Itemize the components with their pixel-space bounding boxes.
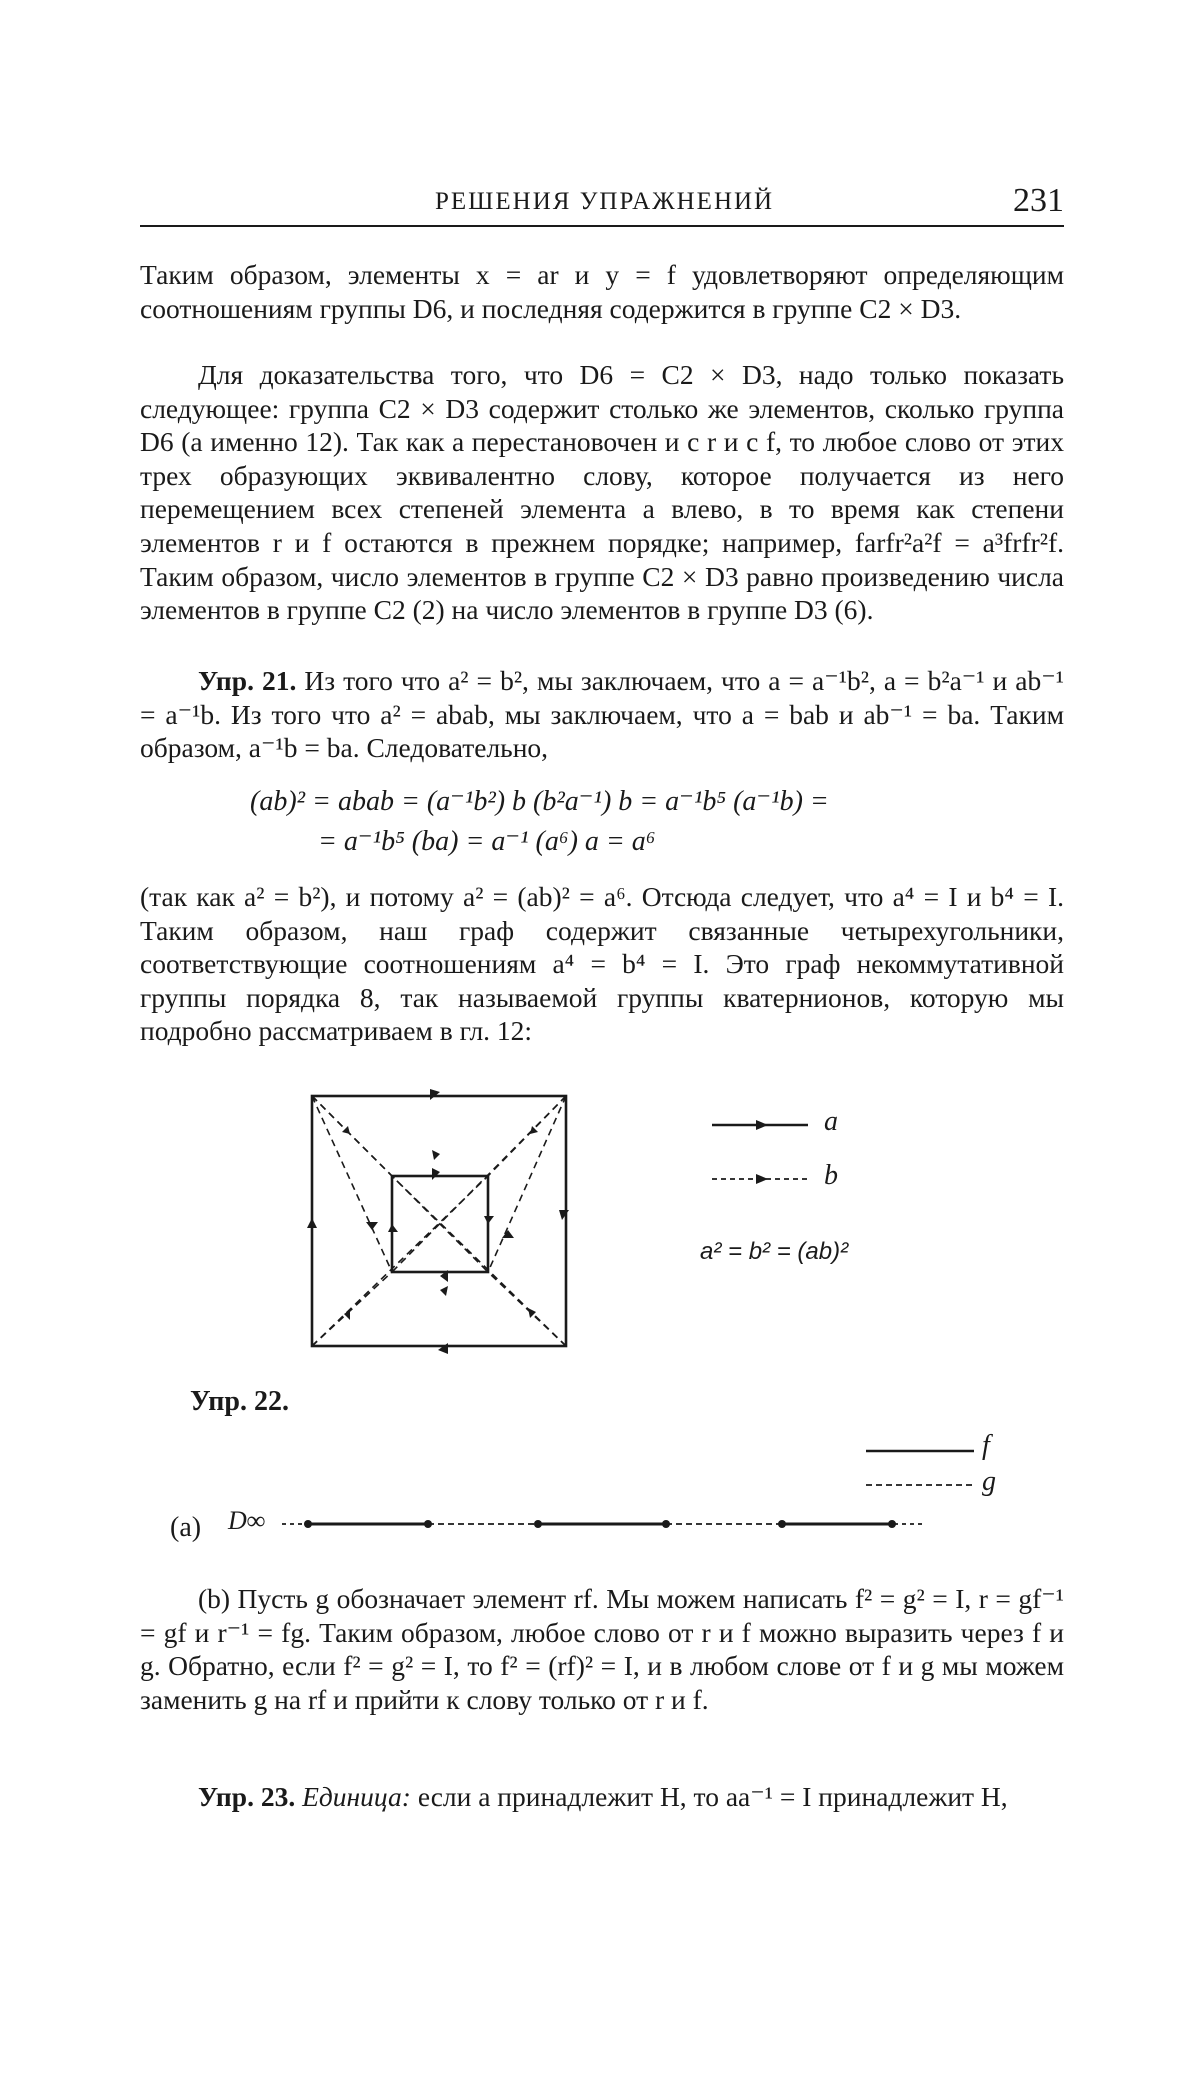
part-a-label: (a) <box>170 1512 202 1543</box>
exercise-21-text <box>140 664 1064 765</box>
legend-a-label: a <box>824 1106 838 1137</box>
running-title: РЕШЕНИЯ УПРАЖНЕНИЙ <box>435 188 775 215</box>
exercise-23-body: если a принадлежит H, то aa⁻¹ = I принадлежит H, <box>417 1781 1008 1812</box>
relation-caption: a² = b² = (ab)² <box>700 1238 849 1265</box>
equation-line-1: (ab)² = abab = (a⁻¹b²) b (b²a⁻¹) b = a⁻¹b⁵ (a⁻¹b) = <box>250 786 829 817</box>
header-rule <box>140 225 1064 227</box>
paragraph-2: Для доказательства того, что D6 = C2 × D3, надо только показать следующее: группа C2 × D3 содержит столько же элементов, сколько группа D6 (а именно 12). Так как a перестановочен и с r и с f, то любое слово от этих трех образующих эквивалентно слову, которое получается из него перемещением всех степеней элемента a влево, в то время как степени элементов r и f остаются в прежнем порядке; например, farfr²a²f = a³frfr²f. Таким образом, число элементов в группе C2 × D3 равно произведению числа элементов в группе C2 (2) на число элементов в группе D3 (6). <box>140 359 1064 626</box>
exercise-22-label: Упр. 22. <box>190 1386 289 1417</box>
legend-g-label: g <box>982 1466 996 1497</box>
legend-b-line <box>712 1174 812 1184</box>
arrowheads <box>307 1089 569 1354</box>
infinite-dihedral-graph <box>282 1516 922 1532</box>
exercise-23-label: Упр. 23. <box>198 1781 296 1812</box>
exercise-22-part-b: (b) Пусть g обозначает элемент rf. Мы можем написать f² = g² = I, r = gf⁻¹ = gf и r⁻¹ = fg. Таким образом, любое слово от r и f можно выразить через f и g. Обратно, если f² = g² = I, то f² = (rf)² = I, и в любом слове от f и g мы можем заменить g на rf и прийти к слову только от r и f. <box>140 1583 1064 1715</box>
equation-line-2: = a⁻¹b⁵ (ba) = a⁻¹ (a⁶) a = a⁶ <box>318 826 656 857</box>
legend-g-line <box>866 1480 976 1490</box>
exercise-21-label: Упр. 21. <box>198 665 297 696</box>
paragraph-1: Таким образом, элементы x = ar и y = f удовлетворяют определяющим соотношениям группы D6, и последняя содержится в группе C2 × D3. <box>140 259 1064 324</box>
page-number: 231 <box>1013 182 1064 219</box>
dashed-b-edges <box>312 1096 566 1346</box>
exercise-21-conclusion: (так как a² = b²), и потому a² = (ab)² = a⁶. Отсюда следует, что a⁴ = I и b⁴ = I. Таким образом, наш граф содержит связанные четырехугольники, соответствующие соотношениям a⁴ = b⁴ = I. Это граф некоммутативной группы порядка 8, так называемой группы кватернионов, которую мы подробно рассматриваем в гл. 12: <box>140 881 1064 1047</box>
exercise-23-term: Единица: <box>302 1781 411 1812</box>
part-a-group: D∞ <box>228 1506 266 1535</box>
legend-f-label: f <box>982 1430 990 1461</box>
book-page <box>140 0 1064 2088</box>
exercise-21-body: Из того что a² = b², мы заключаем, что a = a⁻¹b², a = b²a⁻¹ и ab⁻¹ = a⁻¹b. Из того что a² = abab, мы заключаем, что a = bab и ab⁻¹ = ba. Таким образом, a⁻¹b = ba. Следовательно, <box>140 665 1064 764</box>
legend-b-label: b <box>824 1160 838 1191</box>
quaternion-cayley-graph <box>310 1090 570 1352</box>
legend-f-line <box>866 1446 976 1456</box>
exercise-23 <box>140 1780 1064 1814</box>
page-header <box>140 182 1064 226</box>
legend-a-line <box>712 1120 812 1130</box>
